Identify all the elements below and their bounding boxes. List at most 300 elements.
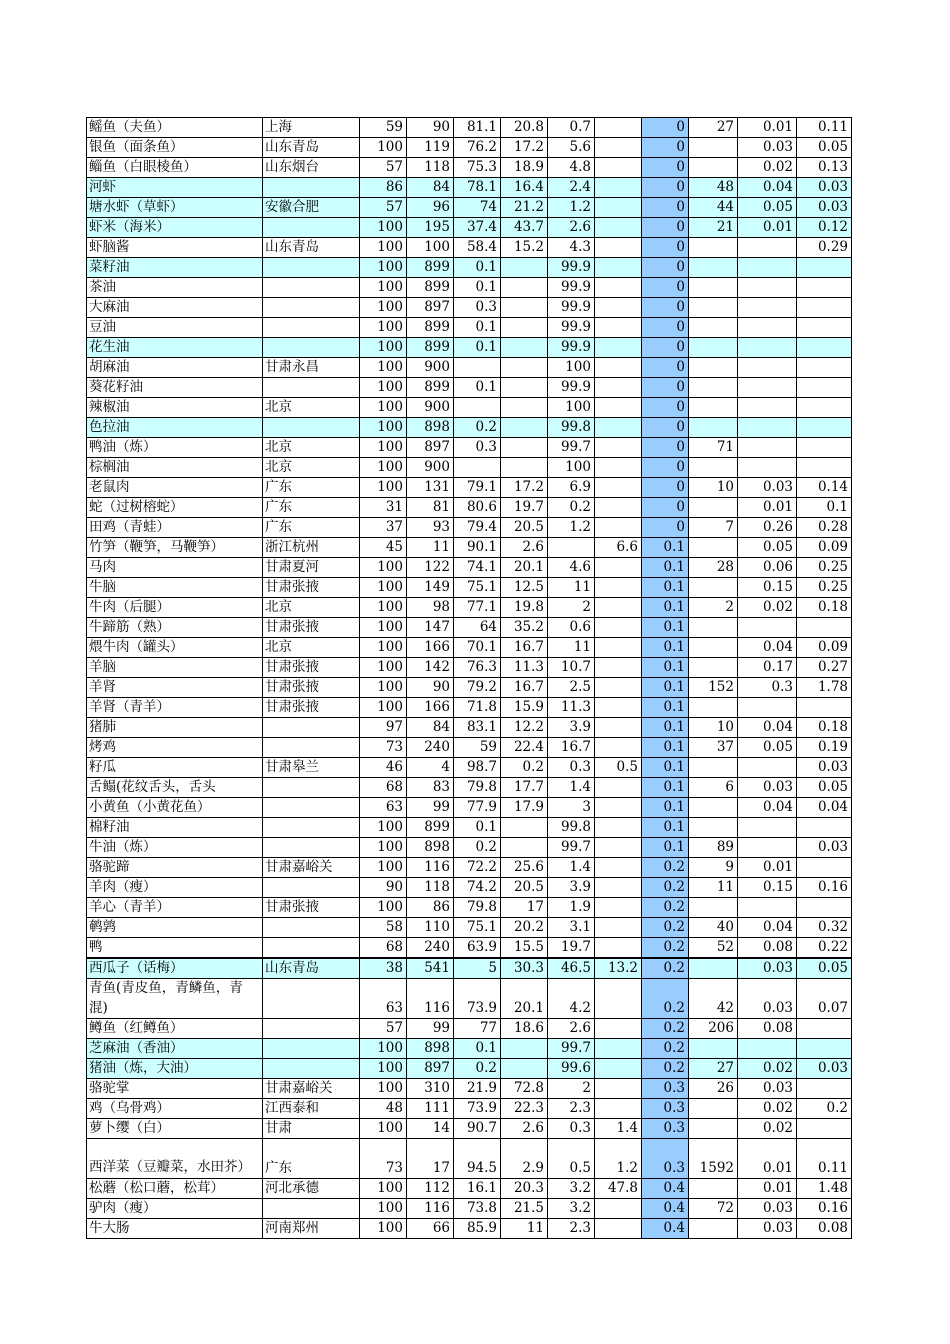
value-cell: 0.2 bbox=[501, 758, 548, 778]
value-cell: 16.4 bbox=[501, 178, 548, 198]
value-cell: 0.11 bbox=[797, 118, 852, 138]
table-row bbox=[87, 118, 852, 138]
value-cell bbox=[595, 258, 642, 278]
value-cell bbox=[595, 658, 642, 678]
value-cell: 21.5 bbox=[501, 1198, 548, 1218]
value-cell: 2 bbox=[548, 598, 595, 618]
value-cell bbox=[454, 398, 501, 418]
value-cell: 4.3 bbox=[548, 238, 595, 258]
value-cell bbox=[738, 1039, 797, 1059]
value-cell bbox=[595, 938, 642, 959]
value-cell: 116 bbox=[407, 979, 454, 1019]
food-name-cell: 骆驼蹄 bbox=[87, 858, 263, 878]
value-cell bbox=[595, 798, 642, 818]
value-cell bbox=[738, 698, 797, 718]
value-cell: 0.32 bbox=[797, 918, 852, 938]
value-cell: 0.03 bbox=[797, 838, 852, 858]
value-cell: 79.4 bbox=[454, 518, 501, 538]
origin-cell bbox=[263, 1198, 360, 1218]
value-cell: 17.2 bbox=[501, 138, 548, 158]
value-cell bbox=[689, 1099, 738, 1119]
value-cell: 99.9 bbox=[548, 338, 595, 358]
value-cell: 63 bbox=[360, 798, 407, 818]
value-cell bbox=[595, 1198, 642, 1218]
value-cell bbox=[689, 258, 738, 278]
value-cell: 11.3 bbox=[501, 658, 548, 678]
value-cell: 1592 bbox=[689, 1139, 738, 1178]
value-cell: 100 bbox=[360, 1198, 407, 1218]
value-cell: 0.1 bbox=[642, 698, 689, 718]
value-cell: 0.2 bbox=[642, 858, 689, 878]
origin-cell bbox=[263, 1059, 360, 1079]
food-name-cell: 茶油 bbox=[87, 278, 263, 298]
food-name-cell: 辣椒油 bbox=[87, 398, 263, 418]
value-cell: 0.08 bbox=[797, 1218, 852, 1238]
origin-cell: 广东 bbox=[263, 478, 360, 498]
value-cell bbox=[689, 338, 738, 358]
value-cell bbox=[595, 518, 642, 538]
origin-cell bbox=[263, 1039, 360, 1059]
value-cell: 0 bbox=[642, 458, 689, 478]
value-cell: 73 bbox=[360, 738, 407, 758]
value-cell bbox=[548, 538, 595, 558]
table-row bbox=[87, 178, 852, 198]
value-cell bbox=[501, 418, 548, 438]
value-cell bbox=[595, 1039, 642, 1059]
table-row bbox=[87, 1119, 852, 1139]
value-cell bbox=[689, 638, 738, 658]
value-cell: 68 bbox=[360, 938, 407, 959]
value-cell: 16.7 bbox=[501, 638, 548, 658]
value-cell: 76.3 bbox=[454, 658, 501, 678]
value-cell: 100 bbox=[360, 898, 407, 918]
food-name-cell: 舌鳎(花纹舌头，舌头 bbox=[87, 778, 263, 798]
value-cell bbox=[595, 898, 642, 918]
value-cell: 0 bbox=[642, 118, 689, 138]
value-cell: 4.6 bbox=[548, 558, 595, 578]
value-cell: 0.2 bbox=[642, 938, 689, 959]
value-cell: 100 bbox=[360, 358, 407, 378]
value-cell: 57 bbox=[360, 1019, 407, 1039]
value-cell: 0.6 bbox=[548, 618, 595, 638]
value-cell: 25.6 bbox=[501, 858, 548, 878]
value-cell bbox=[595, 1019, 642, 1039]
value-cell: 0.2 bbox=[642, 918, 689, 938]
value-cell: 0.01 bbox=[738, 1178, 797, 1198]
value-cell: 0.03 bbox=[738, 778, 797, 798]
value-cell: 0.05 bbox=[797, 138, 852, 158]
value-cell: 897 bbox=[407, 298, 454, 318]
value-cell: 22.3 bbox=[501, 1099, 548, 1119]
value-cell bbox=[689, 578, 738, 598]
value-cell: 68 bbox=[360, 778, 407, 798]
value-cell bbox=[738, 238, 797, 258]
value-cell bbox=[595, 918, 642, 938]
value-cell: 1.2 bbox=[548, 198, 595, 218]
value-cell: 0.04 bbox=[738, 798, 797, 818]
food-name-cell: 萝卜缨（白） bbox=[87, 1119, 263, 1139]
value-cell: 21 bbox=[689, 218, 738, 238]
value-cell bbox=[689, 378, 738, 398]
value-cell: 44 bbox=[689, 198, 738, 218]
value-cell: 17.9 bbox=[501, 798, 548, 818]
value-cell: 89 bbox=[689, 838, 738, 858]
origin-cell bbox=[263, 218, 360, 238]
value-cell: 0.16 bbox=[797, 878, 852, 898]
value-cell: 100 bbox=[360, 418, 407, 438]
value-cell: 100 bbox=[360, 238, 407, 258]
value-cell: 0.05 bbox=[738, 738, 797, 758]
origin-cell: 江西泰和 bbox=[263, 1099, 360, 1119]
value-cell: 898 bbox=[407, 418, 454, 438]
value-cell bbox=[797, 318, 852, 338]
value-cell: 100 bbox=[360, 558, 407, 578]
value-cell: 3.2 bbox=[548, 1178, 595, 1198]
origin-cell: 山东青岛 bbox=[263, 958, 360, 979]
table-row bbox=[87, 278, 852, 298]
table-row bbox=[87, 1139, 852, 1178]
food-name-cell: 小黄鱼（小黄花鱼） bbox=[87, 798, 263, 818]
value-cell: 3 bbox=[548, 798, 595, 818]
table-row bbox=[87, 658, 852, 678]
value-cell bbox=[797, 898, 852, 918]
value-cell: 2.3 bbox=[548, 1099, 595, 1119]
food-name-cell: 色拉油 bbox=[87, 418, 263, 438]
value-cell: 100 bbox=[360, 678, 407, 698]
value-cell: 11 bbox=[689, 878, 738, 898]
value-cell: 0 bbox=[642, 438, 689, 458]
origin-cell bbox=[263, 918, 360, 938]
value-cell bbox=[501, 378, 548, 398]
table-row bbox=[87, 558, 852, 578]
value-cell bbox=[689, 618, 738, 638]
value-cell bbox=[595, 558, 642, 578]
value-cell bbox=[689, 138, 738, 158]
origin-cell bbox=[263, 718, 360, 738]
origin-cell bbox=[263, 738, 360, 758]
value-cell: 57 bbox=[360, 158, 407, 178]
value-cell: 5 bbox=[454, 958, 501, 979]
value-cell bbox=[501, 1039, 548, 1059]
value-cell: 147 bbox=[407, 618, 454, 638]
table-row bbox=[87, 458, 852, 478]
value-cell: 20.1 bbox=[501, 558, 548, 578]
value-cell: 2.6 bbox=[548, 1019, 595, 1039]
value-cell: 2.6 bbox=[501, 1119, 548, 1139]
food-name-cell: 豆油 bbox=[87, 318, 263, 338]
value-cell: 1.4 bbox=[548, 858, 595, 878]
value-cell: 0.3 bbox=[642, 1119, 689, 1139]
value-cell: 0.3 bbox=[738, 678, 797, 698]
value-cell: 100 bbox=[360, 258, 407, 278]
value-cell: 0.1 bbox=[642, 578, 689, 598]
value-cell: 100 bbox=[360, 318, 407, 338]
origin-cell: 河北承德 bbox=[263, 1178, 360, 1198]
food-name-cell: 羊肾（青羊） bbox=[87, 698, 263, 718]
value-cell: 0.06 bbox=[738, 558, 797, 578]
value-cell: 206 bbox=[689, 1019, 738, 1039]
value-cell: 3.2 bbox=[548, 1198, 595, 1218]
table-row bbox=[87, 1178, 852, 1198]
value-cell: 111 bbox=[407, 1099, 454, 1119]
value-cell: 19.7 bbox=[548, 938, 595, 959]
value-cell: 99.7 bbox=[548, 438, 595, 458]
value-cell: 30.3 bbox=[501, 958, 548, 979]
food-name-cell: 青鱼(青皮鱼，青鳞鱼，青混) bbox=[87, 979, 263, 1019]
value-cell: 15.5 bbox=[501, 938, 548, 959]
value-cell: 0 bbox=[642, 258, 689, 278]
value-cell: 17 bbox=[501, 898, 548, 918]
value-cell: 11 bbox=[548, 578, 595, 598]
value-cell: 81 bbox=[407, 498, 454, 518]
value-cell: 20.5 bbox=[501, 518, 548, 538]
value-cell bbox=[501, 358, 548, 378]
value-cell bbox=[595, 378, 642, 398]
value-cell: 0.2 bbox=[454, 418, 501, 438]
value-cell: 0.1 bbox=[797, 498, 852, 518]
origin-cell bbox=[263, 979, 360, 1019]
value-cell: 0.02 bbox=[738, 158, 797, 178]
table-body bbox=[87, 118, 852, 1239]
value-cell: 0.16 bbox=[797, 1198, 852, 1218]
table-row bbox=[87, 1099, 852, 1119]
food-name-cell: 鸭 bbox=[87, 938, 263, 959]
table-row bbox=[87, 798, 852, 818]
value-cell: 897 bbox=[407, 438, 454, 458]
value-cell bbox=[797, 398, 852, 418]
origin-cell bbox=[263, 838, 360, 858]
food-name-cell: 羊心（青羊） bbox=[87, 898, 263, 918]
value-cell: 38 bbox=[360, 958, 407, 979]
value-cell: 73.8 bbox=[454, 1198, 501, 1218]
table-row bbox=[87, 598, 852, 618]
value-cell bbox=[738, 358, 797, 378]
value-cell: 100 bbox=[360, 1119, 407, 1139]
value-cell: 28 bbox=[689, 558, 738, 578]
origin-cell: 甘肃张掖 bbox=[263, 658, 360, 678]
value-cell: 1.48 bbox=[797, 1178, 852, 1198]
table-row bbox=[87, 938, 852, 959]
value-cell: 100 bbox=[360, 378, 407, 398]
value-cell: 0.3 bbox=[548, 758, 595, 778]
value-cell: 4.8 bbox=[548, 158, 595, 178]
value-cell bbox=[501, 258, 548, 278]
value-cell bbox=[689, 1178, 738, 1198]
value-cell: 0.03 bbox=[738, 478, 797, 498]
value-cell bbox=[738, 338, 797, 358]
value-cell: 84 bbox=[407, 718, 454, 738]
value-cell: 75.1 bbox=[454, 578, 501, 598]
value-cell: 0.3 bbox=[642, 1079, 689, 1099]
value-cell: 195 bbox=[407, 218, 454, 238]
value-cell: 100 bbox=[548, 358, 595, 378]
value-cell: 100 bbox=[407, 238, 454, 258]
value-cell bbox=[797, 278, 852, 298]
origin-cell bbox=[263, 338, 360, 358]
origin-cell bbox=[263, 418, 360, 438]
value-cell: 0.1 bbox=[454, 1039, 501, 1059]
table-row bbox=[87, 878, 852, 898]
table-row bbox=[87, 438, 852, 458]
value-cell bbox=[797, 338, 852, 358]
value-cell: 0.27 bbox=[797, 658, 852, 678]
value-cell: 90 bbox=[407, 678, 454, 698]
origin-cell: 北京 bbox=[263, 638, 360, 658]
value-cell: 26 bbox=[689, 1079, 738, 1099]
table-row bbox=[87, 258, 852, 278]
value-cell: 99.9 bbox=[548, 298, 595, 318]
value-cell: 0.2 bbox=[642, 878, 689, 898]
value-cell bbox=[797, 858, 852, 878]
food-name-cell: 胡麻油 bbox=[87, 358, 263, 378]
table-row bbox=[87, 138, 852, 158]
origin-cell: 甘肃夏河 bbox=[263, 558, 360, 578]
value-cell: 0.08 bbox=[738, 1019, 797, 1039]
value-cell: 99 bbox=[407, 1019, 454, 1039]
value-cell bbox=[595, 478, 642, 498]
value-cell: 48 bbox=[689, 178, 738, 198]
value-cell bbox=[738, 618, 797, 638]
value-cell: 100 bbox=[360, 478, 407, 498]
value-cell: 20.2 bbox=[501, 918, 548, 938]
value-cell: 0.03 bbox=[738, 1198, 797, 1218]
value-cell bbox=[595, 398, 642, 418]
value-cell: 80.6 bbox=[454, 498, 501, 518]
value-cell: 74.1 bbox=[454, 558, 501, 578]
value-cell bbox=[689, 278, 738, 298]
value-cell: 2.3 bbox=[548, 1218, 595, 1238]
origin-cell: 北京 bbox=[263, 458, 360, 478]
value-cell bbox=[595, 618, 642, 638]
value-cell: 99.7 bbox=[548, 838, 595, 858]
value-cell: 0.03 bbox=[738, 958, 797, 979]
value-cell: 98.7 bbox=[454, 758, 501, 778]
food-name-cell: 骆驼掌 bbox=[87, 1079, 263, 1099]
food-name-cell: 羊肉（瘦） bbox=[87, 878, 263, 898]
value-cell bbox=[797, 698, 852, 718]
value-cell bbox=[595, 1079, 642, 1099]
value-cell: 99.8 bbox=[548, 418, 595, 438]
value-cell: 100 bbox=[360, 1059, 407, 1079]
value-cell: 100 bbox=[360, 138, 407, 158]
food-name-cell: 塘水虾（草虾） bbox=[87, 198, 263, 218]
value-cell: 0.15 bbox=[738, 878, 797, 898]
value-cell: 20.1 bbox=[501, 979, 548, 1019]
value-cell: 6.9 bbox=[548, 478, 595, 498]
value-cell: 0.03 bbox=[797, 1059, 852, 1079]
value-cell: 100 bbox=[360, 698, 407, 718]
value-cell: 6.6 bbox=[595, 538, 642, 558]
value-cell: 899 bbox=[407, 338, 454, 358]
value-cell bbox=[595, 138, 642, 158]
food-name-cell: 西瓜子（话梅） bbox=[87, 958, 263, 979]
data-table bbox=[86, 117, 852, 1239]
value-cell: 0.1 bbox=[454, 278, 501, 298]
value-cell bbox=[595, 979, 642, 1019]
value-cell: 0.2 bbox=[642, 958, 689, 979]
value-cell: 0.1 bbox=[642, 538, 689, 558]
value-cell: 2.5 bbox=[548, 678, 595, 698]
value-cell: 13.2 bbox=[595, 958, 642, 979]
value-cell: 0.1 bbox=[642, 638, 689, 658]
value-cell bbox=[738, 378, 797, 398]
value-cell: 2.9 bbox=[501, 1139, 548, 1178]
value-cell: 897 bbox=[407, 1059, 454, 1079]
value-cell: 10 bbox=[689, 718, 738, 738]
value-cell bbox=[797, 438, 852, 458]
value-cell: 5.6 bbox=[548, 138, 595, 158]
value-cell: 100 bbox=[360, 598, 407, 618]
value-cell: 10.7 bbox=[548, 658, 595, 678]
value-cell: 40 bbox=[689, 918, 738, 938]
value-cell: 17.7 bbox=[501, 778, 548, 798]
value-cell bbox=[501, 438, 548, 458]
value-cell: 100 bbox=[360, 338, 407, 358]
food-name-cell: 籽瓜 bbox=[87, 758, 263, 778]
value-cell: 4.2 bbox=[548, 979, 595, 1019]
value-cell: 0.5 bbox=[548, 1139, 595, 1178]
value-cell: 2.4 bbox=[548, 178, 595, 198]
value-cell bbox=[501, 338, 548, 358]
value-cell bbox=[595, 678, 642, 698]
value-cell: 119 bbox=[407, 138, 454, 158]
value-cell bbox=[738, 898, 797, 918]
value-cell bbox=[689, 818, 738, 838]
value-cell: 42 bbox=[689, 979, 738, 1019]
table-row bbox=[87, 638, 852, 658]
table-row bbox=[87, 618, 852, 638]
value-cell bbox=[595, 1099, 642, 1119]
table-row bbox=[87, 758, 852, 778]
value-cell: 0.02 bbox=[738, 598, 797, 618]
value-cell: 15.9 bbox=[501, 698, 548, 718]
food-name-cell: 牛大肠 bbox=[87, 1218, 263, 1238]
value-cell: 118 bbox=[407, 878, 454, 898]
table-row bbox=[87, 378, 852, 398]
value-cell: 93 bbox=[407, 518, 454, 538]
value-cell: 0.26 bbox=[738, 518, 797, 538]
value-cell bbox=[595, 438, 642, 458]
value-cell bbox=[595, 218, 642, 238]
value-cell bbox=[797, 1019, 852, 1039]
value-cell: 0.2 bbox=[454, 838, 501, 858]
value-cell: 3.1 bbox=[548, 918, 595, 938]
value-cell bbox=[689, 1039, 738, 1059]
value-cell: 0.1 bbox=[642, 558, 689, 578]
food-name-cell: 棕榈油 bbox=[87, 458, 263, 478]
value-cell bbox=[689, 458, 738, 478]
value-cell bbox=[689, 398, 738, 418]
value-cell: 79.1 bbox=[454, 478, 501, 498]
value-cell: 0.1 bbox=[642, 658, 689, 678]
value-cell: 0.7 bbox=[548, 118, 595, 138]
value-cell bbox=[797, 298, 852, 318]
value-cell: 0.4 bbox=[642, 1218, 689, 1238]
table-row bbox=[87, 1059, 852, 1079]
table-row bbox=[87, 979, 852, 1019]
value-cell bbox=[595, 358, 642, 378]
value-cell: 899 bbox=[407, 318, 454, 338]
value-cell: 75.1 bbox=[454, 918, 501, 938]
table-row bbox=[87, 238, 852, 258]
value-cell: 0.15 bbox=[738, 578, 797, 598]
value-cell: 11 bbox=[407, 538, 454, 558]
origin-cell: 河南郑州 bbox=[263, 1218, 360, 1238]
value-cell: 90.7 bbox=[454, 1119, 501, 1139]
value-cell: 0.04 bbox=[738, 918, 797, 938]
value-cell: 84 bbox=[407, 178, 454, 198]
value-cell: 99.6 bbox=[548, 1059, 595, 1079]
